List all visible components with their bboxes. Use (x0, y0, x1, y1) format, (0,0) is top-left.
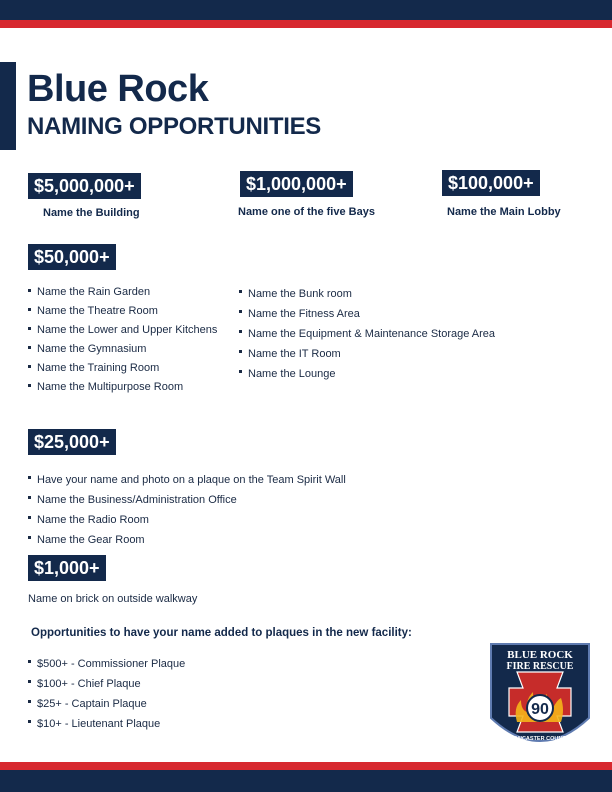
list-item: Name the Bunk room (239, 284, 495, 304)
tier-caption-building: Name the Building (43, 207, 140, 219)
bottom-navy-band (0, 770, 612, 792)
list-item: Have your name and photo on a plaque on the Team Spirit Wall (28, 470, 346, 490)
list-item: Name the Equipment & Maintenance Storage Area (239, 324, 495, 344)
list-item: $100+ - Chief Plaque (28, 674, 185, 694)
tier-50k-left-list (28, 283, 217, 397)
tier-50k-right-list (239, 284, 495, 384)
tier-caption-bays: Name one of the five Bays (238, 206, 375, 218)
list-item: Name the Multipurpose Room (28, 378, 217, 397)
list-item: Name the Lower and Upper Kitchens (28, 321, 217, 340)
list-item: Name the Rain Garden (28, 283, 217, 302)
list-item: Name the Lounge (239, 364, 495, 384)
page-title: Blue Rock (27, 68, 209, 110)
list-item: Name the Business/Administration Office (28, 490, 346, 510)
logo-number: 90 (531, 701, 549, 718)
tier-1k-text: Name on brick on outside walkway (28, 593, 198, 605)
plaques-list (28, 654, 185, 734)
list-item: Name the Radio Room (28, 510, 346, 530)
logo-line1: BLUE ROCK (507, 649, 573, 661)
list-item: $10+ - Lieutenant Plaque (28, 714, 185, 734)
list-item: Name the Gear Room (28, 530, 346, 550)
fire-rescue-logo (487, 638, 593, 754)
list-item: $25+ - Captain Plaque (28, 694, 185, 714)
tier-amount-building: $5,000,000+ (28, 173, 141, 199)
logo-line4: PENNSYLVANIA (520, 743, 560, 749)
tier-amount-bays: $1,000,000+ (240, 171, 353, 197)
tier-amount-50k: $50,000+ (28, 244, 116, 270)
list-item: Name the Theatre Room (28, 302, 217, 321)
page-subtitle: NAMING OPPORTUNITIES (27, 113, 322, 140)
tier-caption-lobby: Name the Main Lobby (447, 206, 561, 218)
logo-line3: LANCASTER COUNTY (510, 736, 570, 742)
tier-25k-list (28, 470, 346, 550)
top-red-stripe (0, 20, 612, 28)
list-item: Name the IT Room (239, 344, 495, 364)
title-accent-bar (0, 62, 16, 150)
list-item: Name the Fitness Area (239, 304, 495, 324)
list-item: Name the Training Room (28, 359, 217, 378)
tier-amount-lobby: $100,000+ (442, 170, 540, 196)
list-item: Name the Gymnasium (28, 340, 217, 359)
bottom-red-stripe (0, 762, 612, 770)
top-navy-band (0, 0, 612, 20)
tier-amount-25k: $25,000+ (28, 429, 116, 455)
tier-amount-1k: $1,000+ (28, 555, 106, 581)
list-item: $500+ - Commissioner Plaque (28, 654, 185, 674)
plaques-heading: Opportunities to have your name added to plaques in the new facility: (31, 627, 412, 639)
logo-line2: FIRE RESCUE (506, 661, 574, 672)
